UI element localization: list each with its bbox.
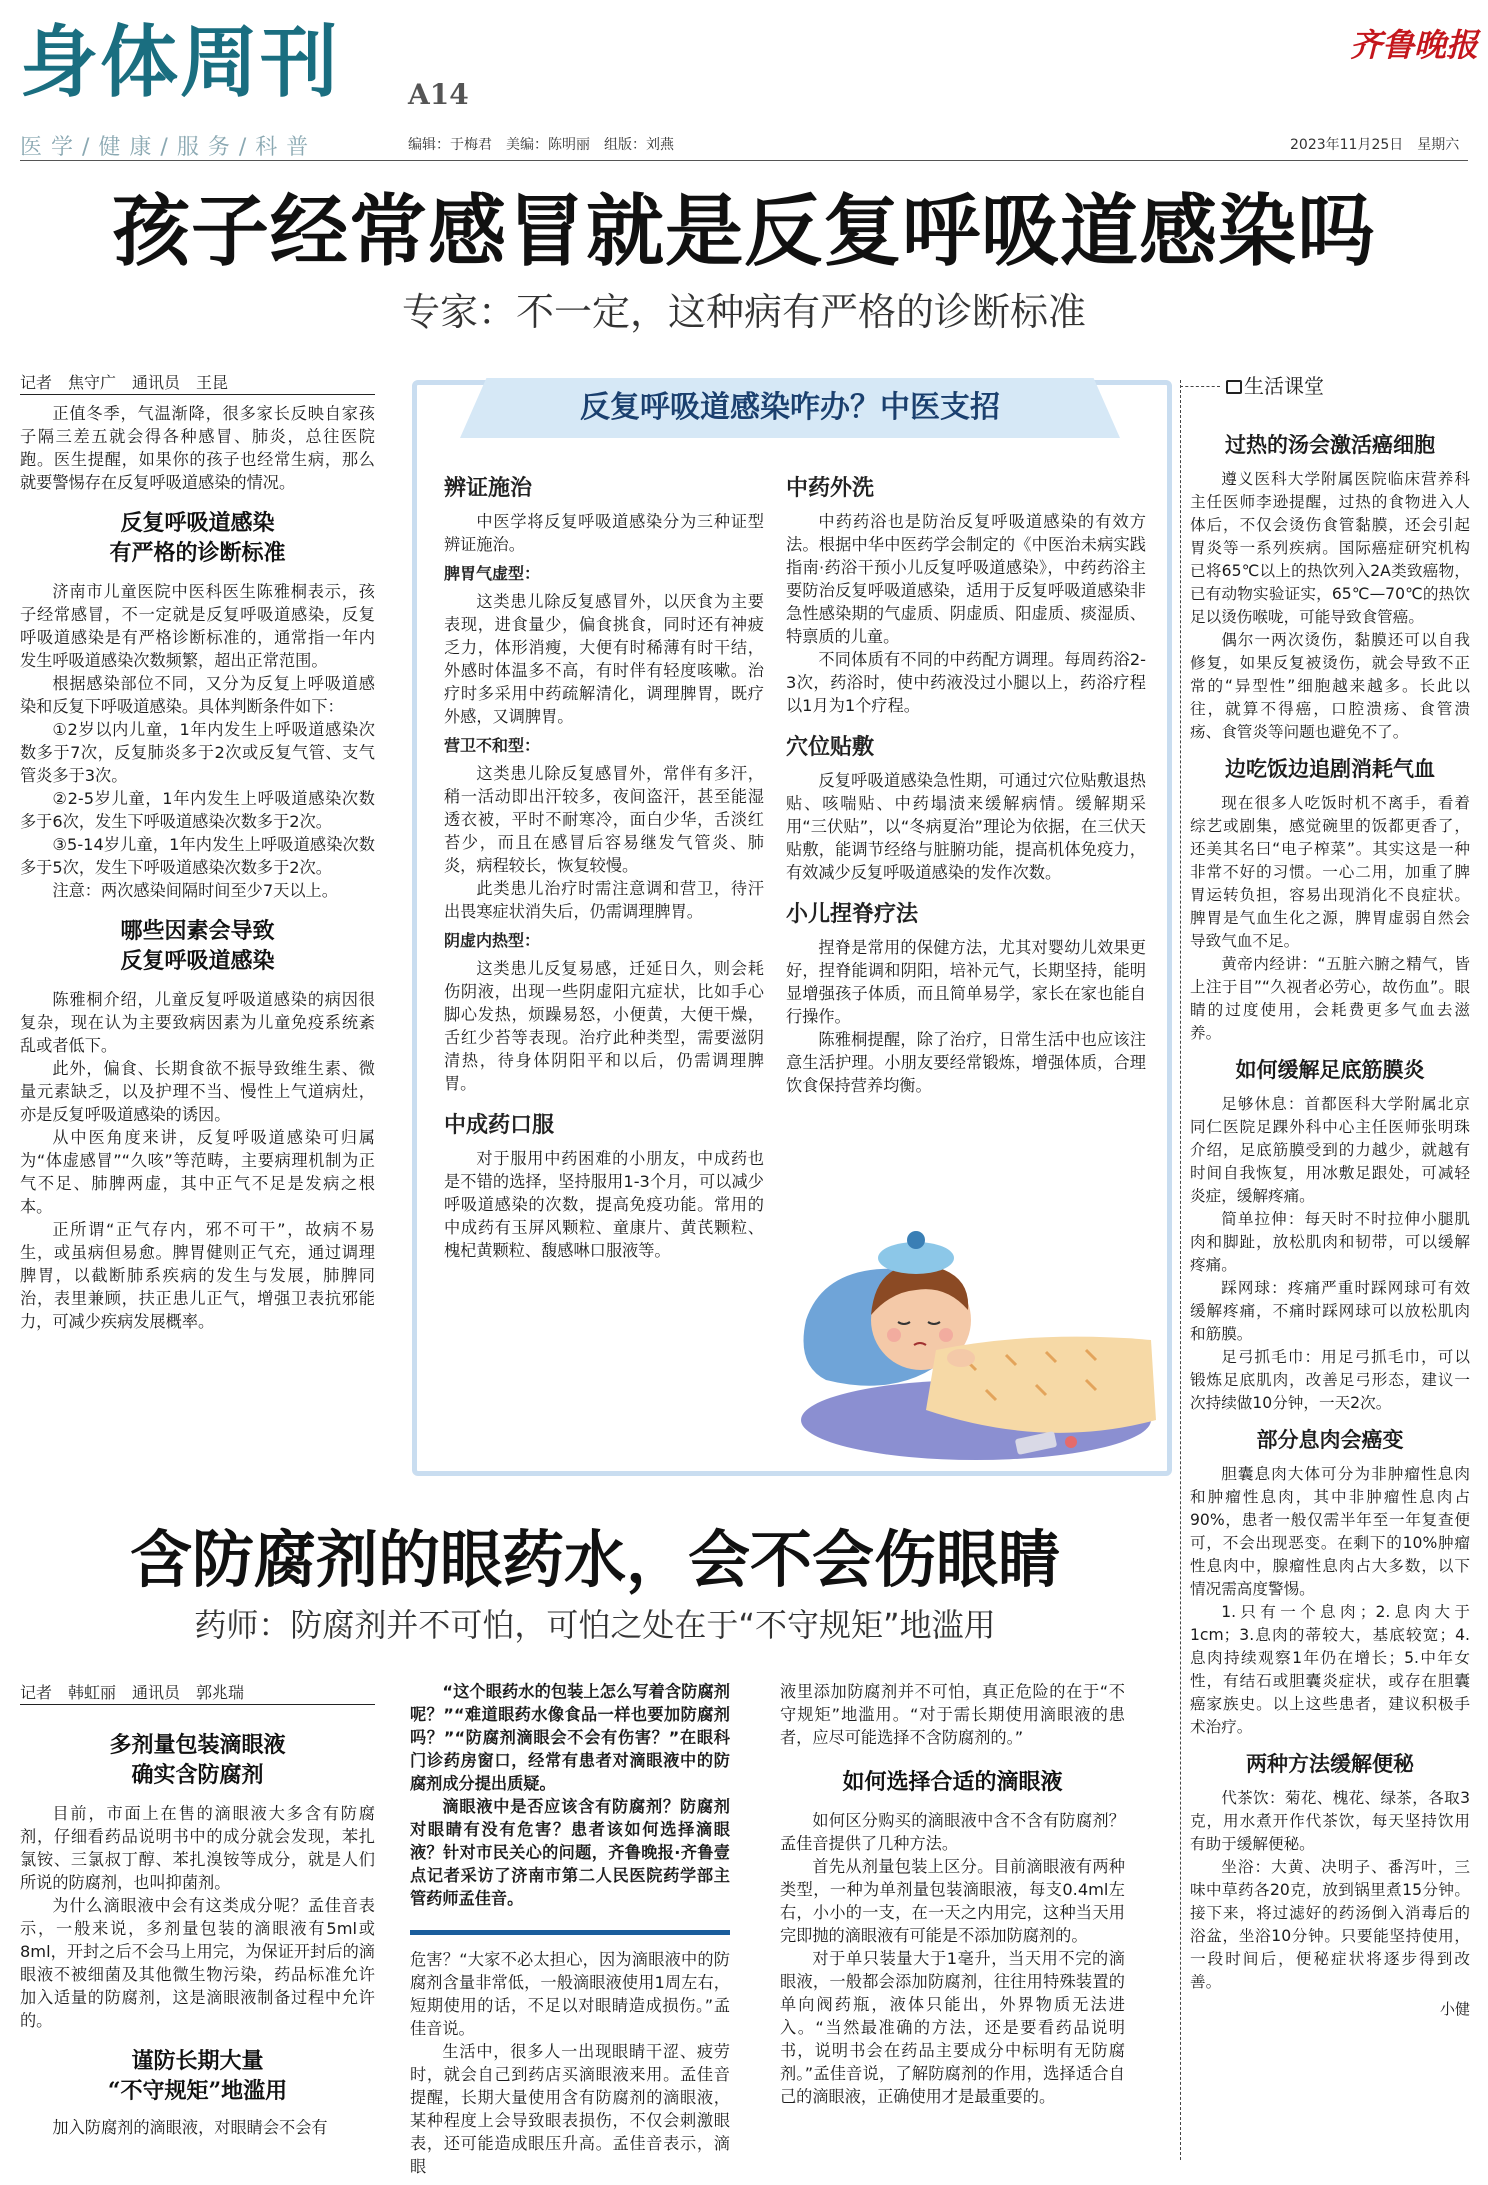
- paragraph: 注意：两次感染间隔时间至少7天以上。: [52, 881, 338, 900]
- sidebar-separator: [1180, 380, 1181, 2160]
- tcm-heading: 中药外洗: [786, 475, 875, 501]
- paragraph: 这类患儿除反复感冒外，以厌食为主要表现，进食量少，偏食挑食，同时还有神疲乏力，体形消瘦，大便有时稀薄有时干结，外感时体温多不高，有时伴有轻度咳嗽。治疗时多采用中药疏解清化，调理脾胃，既疗外感，又调脾胃。: [444, 592, 764, 726]
- paragraph: 此类患儿治疗时需注意调和营卫，待汗出畏寒症状消失后，仍需调理脾胃。: [444, 879, 764, 921]
- publish-date: 2023年11月25日 星期六: [1290, 137, 1460, 153]
- paragraph: 中药药浴也是防治反复呼吸道感染的有效方法。根据中华中医药学会制定的《中医治未病实践指南·药浴干预小儿反复呼吸道感染》，中药药浴主要防治反复呼吸道感染，适用于反复呼吸道感染非急性感染期的气虚质、阴虚质、阳虚质、痰湿质、特禀质的儿童。: [786, 512, 1146, 646]
- paragraph: 捏脊是常用的保健方法，尤其对婴幼儿效果更好，捏脊能调和阴阳，培补元气，长期坚持，能明显增强孩子体质，而且简单易学，家长在家也能自行操作。: [786, 938, 1146, 1026]
- paragraph: 生活中，很多人一出现眼睛干涩、疲劳时，就会自己到药店买滴眼液来用。孟佳音提醒，长期大量使用含有防腐剂的滴眼液，某种程度上会导致眼表损伤，不仅会刺激眼表，还可能造成眼压升高。孟佳音表示，滴眼: [410, 2042, 730, 2176]
- paragraph: 危害？“大家不必太担心，因为滴眼液中的防腐剂含量非常低，一般滴眼液使用1周左右，短期使用的话，不足以对眼睛造成损伤。”孟佳音说。: [410, 1950, 730, 2038]
- byline: 记者 焦守广 通讯员 王昆: [20, 373, 229, 392]
- article-title: 含防腐剂的眼药水，会不会伤眼睛: [129, 1523, 1060, 1596]
- paragraph: 如何区分购买的滴眼液中含不含有防腐剂？孟佳音提供了几种方法。: [780, 1811, 1125, 1853]
- paragraph: 黄帝内经讲：“五脏六腑之精气，皆上注于目”“久视者必劳心，故伤血”。眼睛的过度使用，会耗费更多气血去滋养。: [1190, 955, 1470, 1042]
- tcm-heading: 穴位贴敷: [786, 734, 875, 760]
- paragraph: 为什么滴眼液中会有这类成分呢？孟佳音表示，一般来说，多剂量包装的滴眼液有5ml或8ml，开封之后不会马上用完，为保证开封后的滴眼液不被细菌及其他微生物污染，药品标准允许加入适量的防腐剂，这是滴眼液制备过程中允许的。: [20, 1896, 375, 2030]
- subheading: 如何选择合适的滴眼液: [842, 1769, 1063, 1795]
- paragraph: ③5-14岁儿童，1年内发生上呼吸道感染次数多于5次，发生下呼吸道感染次数多于2次。: [20, 835, 375, 877]
- article-subtitle: 药师：防腐剂并不可怕，可怕之处在于“不守规矩”地滥用: [194, 1606, 996, 1644]
- paragraph: 此外，偏食、长期食欲不振导致维生素、微量元素缺乏，以及护理不当、慢性上气道病灶，亦是反复呼吸道感染的诱因。: [20, 1059, 375, 1124]
- tagline: 医学/健康/服务/科普: [20, 135, 318, 160]
- paragraph: 踩网球：疼痛严重时踩网球可有效缓解疼痛，不痛时踩网球可以放松肌肉和筋膜。: [1190, 1279, 1470, 1343]
- sidebar-heading: 过热的汤会激活癌细胞: [1225, 432, 1435, 457]
- paragraph: 济南市儿童医院中医科医生陈雅桐表示，孩子经常感冒，不一定就是反复呼吸道感染，反复呼吸道感染是有严格诊断标准的，通常指一年内发生呼吸道感染次数频繁，超出正常范围。: [20, 582, 375, 670]
- newspaper-logo: 齐鲁晚报: [1350, 26, 1479, 64]
- paragraph: 足弓抓毛巾：用足弓抓毛巾，可以锻炼足底肌肉，改善足弓形态，建议一次持续做10分钟，一天2次。: [1190, 1348, 1470, 1412]
- paragraph: 对于服用中药困难的小朋友，中成药也是不错的选择，坚持服用1-3个月，可以减少呼吸道感染的次数，提高免疫功能。常用的中成药有玉屏风颗粒、童康片、黄芪颗粒、槐杞黄颗粒、馥感啉口服液等。: [444, 1149, 764, 1260]
- tv-icon: [1226, 380, 1242, 394]
- article2-column-3: [780, 1680, 1125, 2166]
- tcm-column-right: [786, 466, 1146, 1186]
- section-title: 身体周刊: [20, 18, 341, 108]
- sidebar-heading: 部分息肉会癌变: [1256, 1427, 1404, 1452]
- paragraph: 胆囊息肉大体可分为非肿瘤性息肉和肿瘤性息肉，其中非肿瘤性息肉占90%，患者一般仅需半年至一年复查便可，不会出现恶变。在剩下的10%肿瘤性息肉中，腺瘤性息肉占大多数，以下情况需高度警惕。: [1190, 1465, 1470, 1598]
- paragraph: 这类患儿反复易感，迁延日久，则会耗伤阴液，出现一些阴虚阳亢症状，比如手心脚心发热，烦躁易怒，小便黄，大便干燥，舌红少苔等表现。治疗此种类型，需要滋阴清热，待身体阴阳平和以后，仍需调理脾胃。: [444, 959, 764, 1093]
- paragraph: 这类患儿除反复感冒外，常伴有多汗，稍一活动即出汗较多，夜间盗汗，甚至能湿透衣被，平时不耐寒冷，面白少华，舌淡红苔少，而且在感冒后容易继发气管炎、肺炎，病程较长，恢复较慢。: [444, 764, 764, 875]
- child-hand: [947, 1349, 975, 1367]
- article-subtitle: 专家：不一定，这种病有严格的诊断标准: [401, 290, 1086, 334]
- paragraph: 根据感染部位不同，又分为反复上呼吸道感染和反复下呼吸道感染。具体判断条件如下：: [20, 674, 375, 716]
- sidebar-column-label: 生活课堂: [1244, 374, 1324, 398]
- article2-column-1: [20, 1726, 375, 2166]
- paragraph: 坐浴：大黄、决明子、番泻叶，三味中草药各20克，放到锅里煮15分钟。接下来，将过滤好的药汤倒入消毒后的浴盆，坐浴10分钟。只要能坚持使用，一段时间后，便秘症状将逐步得到改善。: [1190, 1858, 1470, 1991]
- pill-icon: [1065, 1436, 1077, 1448]
- tcm-title: 反复呼吸道感染咋办？中医支招: [580, 390, 1000, 425]
- paragraph: 滴眼液中是否应该含有防腐剂？防腐剂对眼睛有没有危害？患者该如何选择滴眼液？针对市民关心的问题，齐鲁晚报·齐鲁壹点记者采访了济南市第二人民医院药学部主管药师孟佳音。: [410, 1797, 730, 1908]
- subheading: 哪些因素会导致 反复呼吸道感染: [120, 918, 275, 974]
- byline-rule: [20, 394, 375, 395]
- tcm-heading: 小儿捏脊疗法: [786, 901, 919, 927]
- intro-divider: [410, 1930, 730, 1935]
- paragraph: 首先从剂量包装上区分。目前滴眼液有两种类型，一种为单剂量包装滴眼液，每支0.4ml左右，小小的一支，在一天之内用完，这种当天用完即抛的滴眼液有可能是不添加防腐剂的。: [780, 1857, 1125, 1945]
- sidebar-heading: 边吃饭边追剧消耗气血: [1225, 756, 1435, 781]
- byline-rule: [20, 1704, 375, 1705]
- paragraph: ①2岁以内儿童，1年内发生上呼吸道感染次数多于7次，反复肺炎多于2次或反复气管、支气管炎多于3次。: [20, 720, 375, 785]
- paragraph: 代茶饮：菊花、槐花、绿茶，各取3克，用水煮开作代茶饮，每天坚持饮用有助于缓解便秘。: [1190, 1789, 1470, 1853]
- paragraph: 简单拉伸：每天时不时拉伸小腿肌肉和脚趾，放松肌肉和韧带，可以缓解疼痛。: [1190, 1210, 1470, 1274]
- paragraph: 1.只有一个息肉；2.息肉大于1cm；3.息肉的蒂较大，基底较宽；4.息肉持续观察1年仍在增长；5.中年女性，有结石或胆囊炎症状，或存在胆囊癌家族史。以上这些患者，建议积极手术治疗。: [1190, 1603, 1470, 1736]
- byline: 记者 韩虹丽 通讯员 郭兆瑞: [20, 1683, 245, 1702]
- sidebar-column-title: [1226, 372, 1324, 400]
- paragraph: 陈雅桐提醒，除了治疗，日常生活中也应该注意生活护理。小朋友要经常锻炼，增强体质，合理饮食保持营养均衡。: [786, 1030, 1146, 1095]
- article2-intro: [410, 1680, 730, 1920]
- paragraph: 目前，市面上在售的滴眼液大多含有防腐剂，仔细看药品说明书中的成分就会发现，苯扎氯铵、三氯叔丁醇、苯扎溴铵等成分，就是人们所说的防腐剂，也叫抑菌剂。: [20, 1804, 375, 1892]
- paragraph: 反复呼吸道感染急性期，可通过穴位贴敷退热贴、咳喘贴、中药塌渍来缓解病情。缓解期采用“三伏贴”，以“冬病夏治”理论为依据，在三伏天贴敷，能调节经络与脏腑功能，提高机体免疫力，有效减少反复呼吸道感染的发作次数。: [786, 771, 1146, 882]
- subheading: 谨防长期大量 “不守规矩”地滥用: [107, 2048, 288, 2104]
- ice-pack-cap: [907, 1231, 925, 1249]
- article2-column-2: [410, 1948, 730, 2176]
- paragraph: 加入防腐剂的滴眼液，对眼睛会不会有: [52, 2118, 328, 2137]
- paragraph: 足够休息：首都医科大学附属北京同仁医院足踝外科中心主任医师张明珠介绍，足底筋膜受到的力越少，就越有时间自我恢复，用冰敷足跟处，可减轻炎症，缓解疼痛。: [1190, 1095, 1470, 1205]
- tcm-heading: 辨证施治: [444, 475, 533, 501]
- paragraph: 现在很多人吃饭时机不离手，看着综艺或剧集，感觉碗里的饭都更香了，还美其名曰“电子榨菜”。其实这是一种非常不好的习惯。一心二用，加重了脾胃运转负担，容易出现消化不良症状。脾胃是气血生化之源，脾胃虚弱自然会导致气血不足。: [1190, 794, 1470, 950]
- tcm-column-left: [444, 466, 764, 1426]
- paragraph: 不同体质有不同的中药配方调理。每周药浴2-3次，药浴时，使中药液没过小腿以上，药浴疗程以1月为1个疗程。: [786, 650, 1146, 715]
- paragraph: 对于单只装量大于1毫升，当天用不完的滴眼液，一般都会添加防腐剂，往往用特殊装置的单向阀药瓶，液体只能出，外界物质无法进入。“当然最准确的方法，还是要看药品说明书，说明书会在药品主要成分中标明有无防腐剂。”孟佳音说，了解防腐剂的作用，选择适合自己的滴眼液，正确使用才是最重要的。: [780, 1949, 1125, 2106]
- paragraph: 正值冬季，气温渐降，很多家长反映自家孩子隔三差五就会得各种感冒、肺炎，总往医院跑。医生提醒，如果你的孩子也经常生病，那么就要警惕存在反复呼吸道感染的情况。: [20, 404, 375, 492]
- tcm-subheading: 营卫不和型：: [444, 736, 541, 755]
- sidebar-rule: [1180, 386, 1220, 387]
- editors: 编辑：于梅君 美编：陈明丽 组版：刘燕: [408, 137, 674, 153]
- paragraph: ②2-5岁儿童，1年内发生上呼吸道感染次数多于6次，发生下呼吸道感染次数多于2次。: [20, 789, 375, 831]
- sick-child-illustration: [786, 1180, 1166, 1470]
- subheading: 反复呼吸道感染 有严格的诊断标准: [109, 510, 286, 566]
- sidebar-column: [1190, 420, 1470, 2165]
- page-number: A14: [408, 78, 469, 111]
- paragraph: 从中医角度来讲，反复呼吸道感染可归属为“体虚感冒”“久咳”等范畴，主要病理机制为正气不足、肺脾两虚，其中正气不足是发病之根本。: [20, 1128, 375, 1216]
- paragraph: 正所谓“正气存内，邪不可干”，故病不易生，或虽病但易愈。脾胃健则正气充，通过调理脾胃，以截断肺系疾病的发生与发展，肺脾同治，表里兼顾，扶正患儿正气，增强卫表抗邪能力，可减少疾病发展概率。: [20, 1220, 375, 1331]
- article-column-left: [20, 402, 375, 1464]
- tcm-heading: 中成药口服: [444, 1112, 555, 1138]
- paragraph: “这个眼药水的包装上怎么写着含防腐剂呢？”“难道眼药水像食品一样也要加防腐剂吗？”“防腐剂滴眼会不会有伤害？”在眼科门诊药房窗口，经常有患者对滴眼液中的防腐剂成分提出质疑。: [410, 1682, 730, 1793]
- article-title: 孩子经常感冒就是反复呼吸道感染吗: [111, 186, 1376, 277]
- paragraph: 中医学将反复呼吸道感染分为三种证型辨证施治。: [444, 512, 764, 554]
- child-cheek-left: [887, 1328, 901, 1342]
- sidebar-heading: 两种方法缓解便秘: [1246, 1751, 1414, 1776]
- sidebar-heading: 如何缓解足底筋膜炎: [1235, 1057, 1425, 1082]
- header-rule: [20, 160, 1468, 161]
- paragraph: 偶尔一两次烫伤，黏膜还可以自我修复，如果反复被烫伤，就会导致不正常的“异型性”细胞越来越多。长此以往，就算不得癌，口腔溃疡、食管溃疡、食管炎等问题也避免不了。: [1190, 631, 1470, 741]
- signature: 小健: [1439, 2000, 1470, 2018]
- paragraph: 液里添加防腐剂并不可怕，真正危险的在于“不守规矩”地滥用。“对于需长期使用滴眼液的患者，应尽可能选择不含防腐剂的。”: [780, 1682, 1125, 1747]
- tcm-subheading: 脾胃气虚型：: [444, 564, 541, 583]
- paragraph: 陈雅桐介绍，儿童反复呼吸道感染的病因很复杂，现在认为主要致病因素为儿童免疫系统紊乱或者低下。: [20, 990, 375, 1055]
- tcm-subheading: 阴虚内热型：: [444, 931, 541, 950]
- subheading: 多剂量包装滴眼液 确实含防腐剂: [109, 1732, 286, 1788]
- paragraph: 遵义医科大学附属医院临床营养科主任医师李逊提醒，过热的食物进入人体后，不仅会烫伤食管黏膜，还会引起胃炎等一系列疾病。国际癌症研究机构已将65℃以上的热饮列入2A类致癌物，已有动物实验证实，65℃—70℃的热饮足以烫伤喉咙，可能导致食管癌。: [1190, 470, 1470, 626]
- child-cheek-right: [939, 1328, 953, 1342]
